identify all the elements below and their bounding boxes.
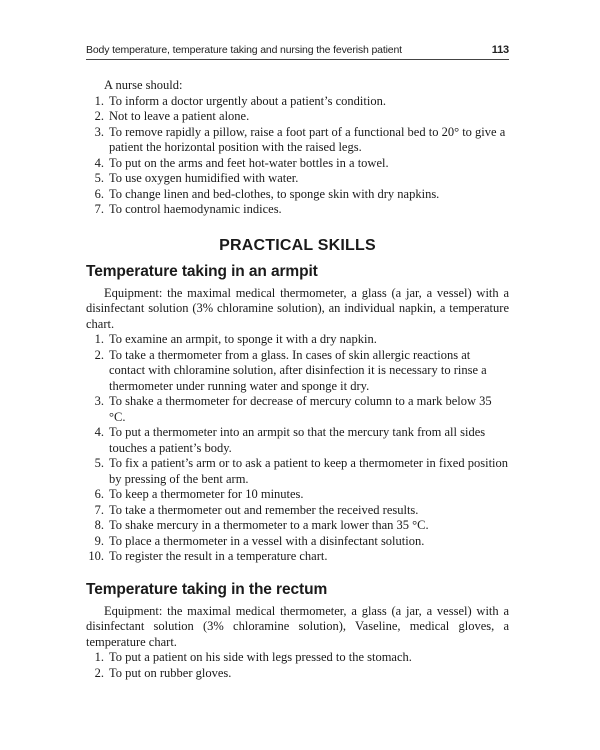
list-item: 10. To register the result in a temperature chart.: [88, 549, 328, 563]
list-item: 7. To take a thermometer out and remember the received results.: [94, 502, 419, 517]
running-title: Body temperature, temperature taking and nursing the feverish patient: [86, 44, 402, 56]
nurse-duties-list: [86, 94, 509, 218]
armpit-steps-list: [86, 332, 509, 565]
list-item: 4. To put on the arms and feet hot-water bottles in a towel.: [94, 155, 389, 170]
list-item: 7. To control haemodynamic indices.: [94, 202, 282, 216]
list-item: 5. To use oxygen humidified with water.: [94, 171, 299, 185]
list-item: 1. To inform a doctor urgently about a patient’s condition.: [94, 93, 386, 108]
running-header: [86, 44, 509, 60]
armpit-equipment: Equipment: the maximal medical thermometer, a glass (a jar, a vessel) with a disinfectant solution (3% chloramine solution), an individual napkin, a temperature chart.: [86, 285, 509, 331]
nurse-duties-section: [86, 78, 509, 218]
rectum-steps-list: [86, 650, 509, 681]
practical-skills-heading: PRACTICAL SKILLS: [219, 236, 376, 254]
rectum-heading: Temperature taking in the rectum: [86, 580, 328, 598]
list-item: 2. Not to leave a patient alone.: [94, 109, 250, 123]
list-item: 3. To remove rapidly a pillow, raise a foot part of a functional bed to 20° to give a patient the horizontal position with the raised legs.: [94, 124, 506, 154]
list-item: 9. To place a thermometer in a vessel with a disinfectant solution.: [94, 533, 425, 548]
list-item: 3. To shake a thermometer for decrease of mercury column to a mark below 35 °C.: [94, 394, 492, 424]
list-item: 6. To keep a thermometer for 10 minutes.: [94, 487, 304, 501]
armpit-section: [86, 286, 509, 565]
nurse-intro: A nurse should:: [104, 78, 183, 92]
rectum-equipment: Equipment: the maximal medical thermometer, a glass (a jar, a vessel) with a disinfectant solution (3% chloramine solution), Vaseline, medical gloves, a temperature chart.: [86, 603, 509, 649]
book-page: [86, 44, 509, 681]
rectum-section: [86, 604, 509, 682]
armpit-heading: Temperature taking in an armpit: [86, 262, 318, 280]
list-item: 6. To change linen and bed-clothes, to sponge skin with dry napkins.: [94, 186, 440, 201]
page-number: 113: [491, 44, 509, 56]
list-item: 1. To examine an armpit, to sponge it with a dry napkin.: [94, 332, 377, 346]
list-item: 8. To shake mercury in a thermometer to a mark lower than 35 °C.: [94, 518, 429, 532]
list-item: 2. To put on rubber gloves.: [94, 665, 232, 680]
list-item: 2. To take a thermometer from a glass. In cases of skin allergic reactions at contact with chloramine solution, after disinfection it is necessary to rinse a thermometer under running water and sponge it dry.: [94, 347, 487, 393]
list-item: 5. To fix a patient’s arm or to ask a patient to keep a thermometer in fixed position by pressing of the bent arm.: [94, 456, 509, 486]
list-item: 1. To put a patient on his side with legs pressed to the stomach.: [94, 650, 412, 664]
list-item: 4. To put a thermometer into an armpit so that the mercury tank from all sides touches a patient’s body.: [94, 425, 486, 455]
